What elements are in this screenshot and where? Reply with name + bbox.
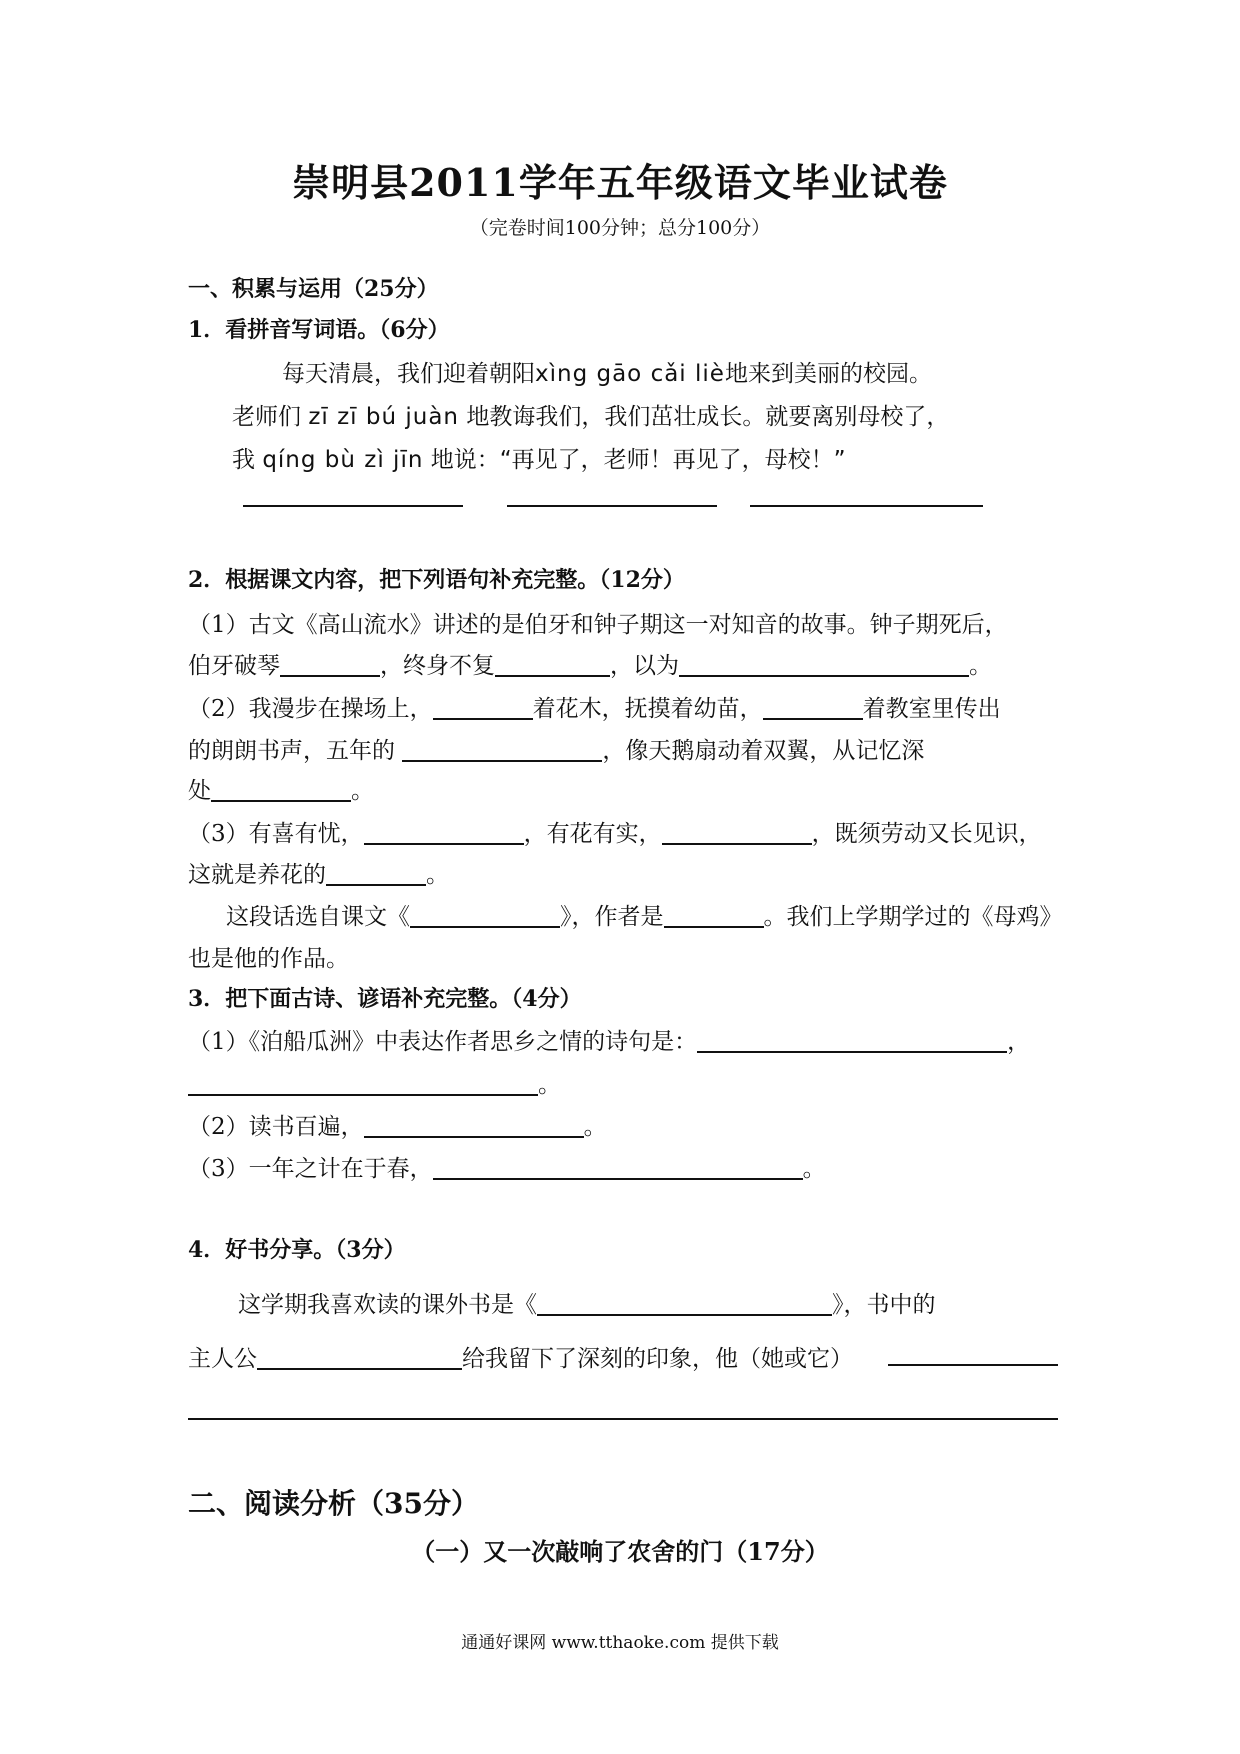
pinyin-3: qíng bù zì jīn [262,447,424,473]
pinyin-1: xìng gāo cǎi liè [535,361,725,387]
q2-p2-line-2 [188,732,924,765]
q2-p1-line-2 [188,647,992,680]
answer-line-3[interactable] [750,505,983,507]
blank[interactable] [402,736,602,762]
blank[interactable] [364,819,524,845]
q3-p1-line-2 [188,1066,561,1099]
q3-p2 [188,1108,607,1141]
q2-text: （3）有喜有忧， [188,821,364,847]
section-1-heading: 一、积累与运用（25分） [188,276,439,302]
section-2-heading: 二、阅读分析（35分） [188,1487,479,1520]
q3-p3 [188,1150,826,1183]
blank[interactable] [410,902,560,928]
q2-p3-line-1 [188,815,1042,848]
q2-p1-line-1: （1）古文《高山流水》讲述的是伯牙和钟子期这一对知音的故事。钟子期死后， [188,612,1008,638]
blank[interactable] [364,1112,584,1138]
q2-text: 这段话选自课文《 [226,904,410,930]
q1-line-2 [232,398,949,431]
exam-info: （完卷时间100分钟；总分100分） [469,217,771,239]
q1-text-1b: 地来到美丽的校园。 [724,361,932,387]
answer-line-1[interactable] [243,505,463,507]
reading-1-heading: （一）又一次敲响了农舍的门（17分） [411,1537,829,1566]
blank[interactable] [257,1344,462,1370]
q2-p4-line-2: 也是他的作品。 [188,946,349,972]
q1-line-3 [232,441,846,474]
q2-text: ，像天鹅扇动着双翼，从记忆深 [602,738,925,764]
q2-text: 着花木，抚摸着幼苗， [532,696,763,722]
q2-p4-line-1 [226,898,1063,931]
q4-line-2 [188,1340,853,1373]
q3-text: 。 [802,1156,826,1182]
q2-text: ，终身不复 [380,653,495,679]
blank[interactable] [662,819,812,845]
question-1-heading: 1．看拼音写词语。（6分） [188,317,450,343]
q3-text: ， [1007,1029,1031,1055]
q3-p1-line-1 [188,1023,1030,1056]
q2-text: ，有花有实， [523,821,662,847]
q1-text-3a: 我 [232,447,255,473]
q2-text: 这就是养花的 [188,862,326,888]
q2-text: ，以为 [610,653,679,679]
q1-line-1 [282,355,932,388]
q3-text: （1）《泊船瓜洲》中表达作者思乡之情的诗句是： [188,1029,698,1055]
question-4-heading: 4．好书分享。（3分） [188,1237,406,1263]
q1-text-1a: 每天清晨，我们迎着朝阳 [282,361,535,387]
q2-p2-line-3 [188,772,374,805]
q2-text: 。我们上学期学过的《母鸡》 [763,904,1063,930]
q2-text: 》，作者是 [560,904,664,930]
q4-text: 》，书中的 [832,1292,936,1318]
blank[interactable] [188,1070,538,1096]
q2-text: 。 [426,862,449,888]
answer-line[interactable] [888,1364,1058,1366]
q2-text: 的朗朗书声，五年的 [188,738,395,764]
q2-text: 处 [188,778,211,804]
q4-text: 主人公 [188,1346,257,1372]
footer: 通通好课网 www.tthaoke.com 提供下载 [461,1633,779,1653]
q4-text: 给我留下了深刻的印象，他（她或它） [462,1346,853,1372]
q2-text: 伯牙破琴 [188,653,280,679]
blank[interactable] [679,651,969,677]
blank[interactable] [433,1154,803,1180]
q1-text-2b: 地教诲我们，我们茁壮成长。就要离别母校了， [466,404,950,430]
q4-text: 这学期我喜欢读的课外书是《 [238,1292,537,1318]
blank[interactable] [433,694,533,720]
q2-text: ，既须劳动又长见识， [811,821,1042,847]
pinyin-2: zī zī bú juàn [308,404,459,430]
blank[interactable] [495,651,610,677]
blank[interactable] [664,902,764,928]
answer-line[interactable] [188,1418,1058,1420]
blank[interactable] [763,694,863,720]
q1-text-2a: 老师们 [232,404,301,430]
blank[interactable] [280,651,380,677]
q3-text: （3）一年之计在于春， [188,1156,433,1182]
blank[interactable] [697,1027,1007,1053]
q2-p3-line-2 [188,856,449,889]
blank[interactable] [537,1290,832,1316]
question-2-heading: 2．根据课文内容，把下列语句补充完整。（12分） [188,567,685,593]
q4-line-1 [238,1286,936,1319]
q2-text: 。 [969,653,992,679]
q3-text: （2）读书百遍， [188,1114,364,1140]
q3-text: 。 [538,1072,561,1098]
q2-text: 着教室里传出 [862,696,1001,722]
q2-p2-line-1 [188,690,1001,723]
blank[interactable] [326,860,426,886]
answer-line-2[interactable] [507,505,717,507]
question-3-heading: 3．把下面古诗、谚语补充完整。（4分） [188,986,582,1012]
blank[interactable] [211,776,351,802]
q3-text: 。 [583,1114,607,1140]
q2-text: （2）我漫步在操场上， [188,696,433,722]
q1-text-3b: 地说：“再见了，老师！再见了，母校！” [430,447,846,473]
page-title: 崇明县2011学年五年级语文毕业试卷 [292,160,948,205]
q2-text: 。 [351,778,374,804]
